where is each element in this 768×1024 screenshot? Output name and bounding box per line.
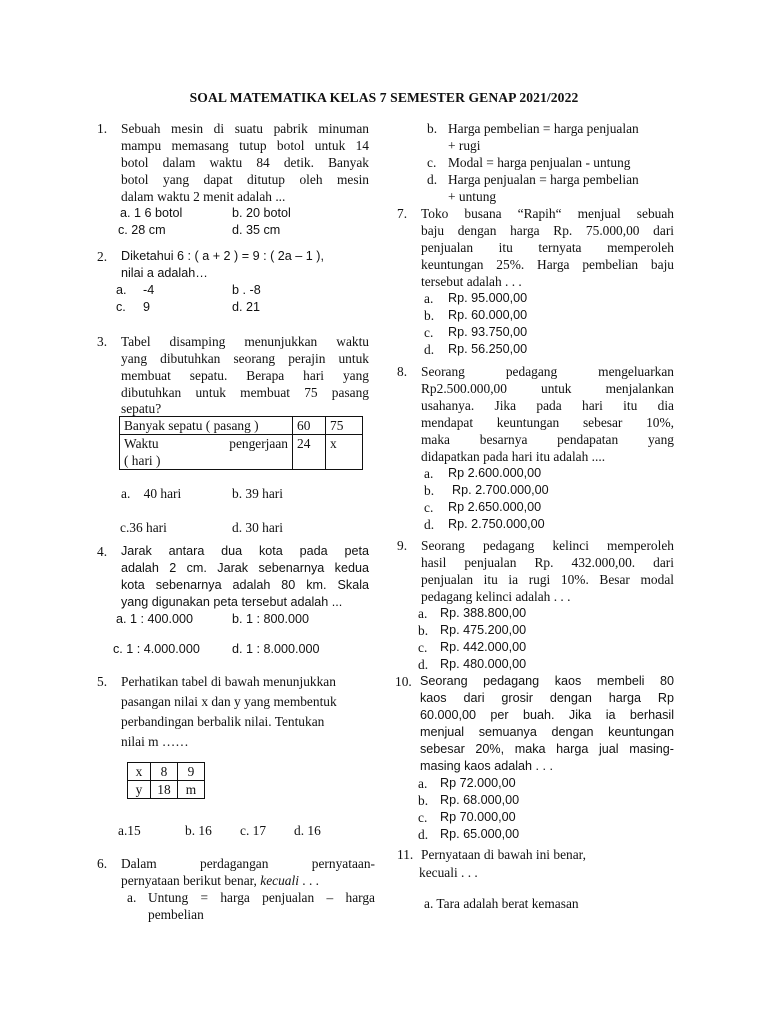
question-text-line: membuat sepatu. Berapa hari yang — [121, 368, 369, 383]
option-d: d. 35 cm — [232, 223, 281, 237]
emphasis-text: kecuali — [260, 873, 299, 888]
question-text-line: kecuali . . . — [419, 865, 478, 880]
option-d: Rp. 2.750.000,00 — [448, 517, 545, 531]
question-text-line: botol dalam waktu 84 detik. Banyak — [121, 155, 369, 170]
option-b-label: b. — [427, 121, 438, 136]
question-number: 3. — [97, 334, 108, 349]
question-text-line: maka besarnya pendapatan yang — [421, 432, 674, 447]
question-text-line: Toko busana “Rapih“ menjual sebuah — [421, 206, 674, 221]
option-a-label: a. — [418, 606, 428, 621]
question-text: pernyataan berikut benar, — [121, 873, 261, 888]
table-cell: m — [178, 781, 205, 799]
question-text-line: penjualan itu ternyata memperoleh — [421, 240, 674, 255]
option-b-label: b. — [424, 483, 435, 498]
question-text-line: nilai m …… — [121, 734, 189, 749]
option-c: Rp. 442.000,00 — [440, 640, 527, 654]
option-c: Rp 70.000,00 — [440, 810, 516, 824]
question-text-line: Dalam perdagangan pernyataan- — [121, 856, 375, 871]
cell-text: pengerjaan — [229, 436, 288, 451]
question-text-line: adalah 2 cm. Jarak sebenarnya kedua — [121, 561, 369, 575]
question-text-line: nilai a adalah… — [121, 266, 208, 280]
option-c-label: c. — [116, 300, 126, 314]
option-b-label: b. — [418, 793, 429, 808]
question-text-line: keuntungan 25%. Harga pembelian baju — [421, 257, 674, 272]
option-d-label: d. — [418, 657, 429, 672]
option-b: Rp. 2.700.000,00 — [452, 483, 549, 497]
option-a: Untung = harga penjualan – harga — [148, 890, 375, 905]
option-b-label: b. — [418, 623, 429, 638]
question-number: 4. — [97, 544, 108, 559]
option-c-label: c. — [424, 325, 434, 340]
table-row — [120, 417, 363, 435]
option-d: Rp. 480.000,00 — [440, 657, 527, 671]
question-text-line: baju dengan harga Rp. 75.000,00 dari — [421, 223, 674, 238]
table-row — [128, 781, 205, 799]
option-c: c. 1 : 4.000.000 — [113, 642, 200, 656]
option-c-label: c. — [418, 640, 428, 655]
question-number: 6. — [97, 856, 108, 871]
question-text-line: Perhatikan tabel di bawah menunjukkan — [121, 674, 336, 689]
option-d: d. 1 : 8.000.000 — [232, 642, 320, 656]
question-text-line: sebesar 20%, maka harga jual masing- — [420, 742, 674, 756]
question-text-line: yang digunakan peta tersebut adalah ... — [121, 595, 343, 609]
question-text-line: mampu memasang tutup botol untuk 14 — [121, 138, 369, 153]
option-a: Rp 72.000,00 — [440, 776, 516, 790]
option-d: Rp. 56.250,00 — [448, 342, 528, 356]
question-text-line: dalam waktu 2 menit adalah ... — [121, 189, 286, 204]
option-c: c. 28 cm — [118, 223, 166, 237]
question-text-line: Seorang pedagang mengeluarkan — [421, 364, 674, 379]
option-b: Rp. 68.000,00 — [440, 793, 520, 807]
question-number: 7. — [397, 206, 408, 221]
question-text: . . . — [298, 873, 320, 888]
option-a: a. 1 6 botol — [120, 206, 183, 220]
option-c: Modal = harga penjualan - untung — [448, 155, 631, 170]
option-c: 9 — [143, 300, 151, 314]
option-c-label: c. — [418, 810, 428, 825]
table-cell: x — [128, 763, 151, 781]
question-text-line: kota sebenarnya adalah 80 km. Skala — [121, 578, 369, 592]
table-cell: Banyak sepatu ( pasang ) — [120, 417, 293, 435]
question-number: 2. — [97, 249, 108, 264]
data-table — [127, 762, 205, 799]
option-b-cont: + rugi — [448, 138, 481, 153]
option-a-label: a. — [424, 291, 434, 306]
option-d: Harga penjualan = harga pembelian — [448, 172, 639, 187]
question-text-line: perbandingan berbalik nilai. Tentukan — [121, 714, 325, 729]
question-text-line: botol yang dapat ditutup oleh mesin — [121, 172, 369, 187]
question-text-line: penjualan itu ia rugi 10%. Besar modal — [421, 572, 674, 587]
option-a-label: a. — [424, 466, 434, 481]
question-text-line: yang dibutuhkan seorang perajin untuk — [121, 351, 369, 366]
question-text-line: 60.000,00 per buah. Jika ia berhasil — [420, 708, 674, 722]
option-c: Rp 2.650.000,00 — [448, 500, 542, 514]
cell-text: ( hari ) — [124, 453, 161, 468]
question-text-line: menjual semuanya dengan keuntungan — [420, 725, 674, 739]
question-text-line: Rp2.500.000,00 untuk menjalankan — [421, 381, 674, 396]
option-d: d. 30 hari — [232, 520, 283, 535]
option-a: a. 40 hari — [121, 486, 182, 501]
option-b: b . -8 — [232, 283, 261, 297]
option-b: b. 1 : 800.000 — [232, 612, 310, 626]
question-text-line: kaos dari grosir dengan harga Rp — [420, 691, 674, 705]
table-cell: 8 — [151, 763, 178, 781]
option-a-label: a. — [127, 890, 137, 905]
question-text-line: Jarak antara dua kota pada peta — [121, 544, 369, 558]
question-text-line: usahanya. Jika pada hari itu dia — [421, 398, 674, 413]
option-d: Rp. 65.000,00 — [440, 827, 520, 841]
option-b: b. 39 hari — [232, 486, 283, 501]
option-b: Harga pembelian = harga penjualan — [448, 121, 639, 136]
option-a-label: a. — [116, 283, 127, 297]
question-text-line: Tabel disamping menunjukkan waktu — [121, 334, 369, 349]
option-b: Rp. 475.200,00 — [440, 623, 527, 637]
option-c-label: c. — [424, 500, 434, 515]
table-cell: 9 — [178, 763, 205, 781]
question-number: 11. — [397, 847, 414, 862]
question-number: 5. — [97, 674, 108, 689]
question-number: 8. — [397, 364, 408, 379]
table-row — [120, 435, 363, 470]
option-c: c.36 hari — [120, 520, 167, 535]
option-d-label: d. — [427, 172, 438, 187]
option-a: Rp 2.600.000,00 — [448, 466, 542, 480]
option-d-label: d. — [424, 517, 435, 532]
option-a: a. 1 : 400.000 — [116, 612, 194, 626]
page-title: SOAL MATEMATIKA KELAS 7 SEMESTER GENAP 2021/2022 — [189, 90, 579, 105]
question-text-line: Diketahui 6 : ( a + 2 ) = 9 : ( 2a – 1 ), — [121, 249, 325, 263]
option-b-label: b. — [424, 308, 435, 323]
question-number: 1. — [97, 121, 108, 136]
option-a: Rp. 388.800,00 — [440, 606, 527, 620]
option-b: b. 20 botol — [232, 206, 291, 220]
question-text-line: masing kaos adalah . . . — [420, 759, 554, 773]
question-text-line — [121, 872, 319, 889]
question-text-line: tersebut adalah . . . — [421, 274, 522, 289]
option-a-cont: pembelian — [148, 907, 204, 922]
question-text-line: pasangan nilai x dan y yang membentuk — [121, 694, 337, 709]
option-c: c. 17 — [240, 823, 267, 838]
question-text-line: hasil penjualan Rp. 432.000,00. dari — [421, 555, 674, 570]
question-text-line: pedagang kelinci adalah . . . — [421, 589, 571, 604]
table-row — [128, 763, 205, 781]
question-text-line: dibutuhkan untuk membuat 75 pasang — [121, 385, 369, 400]
question-text-line: Seorang pedagang kelinci memperoleh — [421, 538, 674, 553]
option-d-label: d. — [424, 342, 435, 357]
table-cell: x — [326, 435, 363, 470]
table-cell: 18 — [151, 781, 178, 799]
option-d-cont: + untung — [448, 189, 497, 204]
option-d-label: d. — [418, 827, 429, 842]
option-a: a. Tara adalah berat kemasan — [424, 896, 579, 911]
option-b: b. 16 — [185, 823, 212, 838]
question-text-line: sepatu? — [121, 401, 162, 416]
cell-text: Waktu — [124, 436, 159, 451]
question-number: 9. — [397, 538, 408, 553]
question-number: 10. — [395, 674, 412, 689]
option-a: Rp. 95.000,00 — [448, 291, 528, 305]
option-a: a.15 — [118, 823, 141, 838]
option-c: Rp. 93.750,00 — [448, 325, 528, 339]
option-c-label: c. — [427, 155, 437, 170]
table-cell: 60 — [293, 417, 326, 435]
option-d: d. 21 — [232, 300, 261, 314]
table-cell: 75 — [326, 417, 363, 435]
question-text-line: mendapat keuntungan sebesar 10%, — [421, 415, 674, 430]
question-text-line: Sebuah mesin di suatu pabrik minuman — [121, 121, 369, 136]
option-a: -4 — [143, 283, 155, 297]
question-text-line: Pernyataan di bawah ini benar, — [421, 847, 586, 862]
option-b: Rp. 60.000,00 — [448, 308, 528, 322]
table-cell: y — [128, 781, 151, 799]
question-text-line: Seorang pedagang kaos membeli 80 — [420, 674, 674, 688]
option-d: d. 16 — [294, 823, 321, 838]
data-table — [119, 416, 363, 470]
option-a-label: a. — [418, 776, 428, 791]
table-cell: 24 — [293, 435, 326, 470]
table-cell — [120, 435, 293, 470]
question-text-line: didapatkan pada hari itu adalah .... — [421, 449, 606, 464]
